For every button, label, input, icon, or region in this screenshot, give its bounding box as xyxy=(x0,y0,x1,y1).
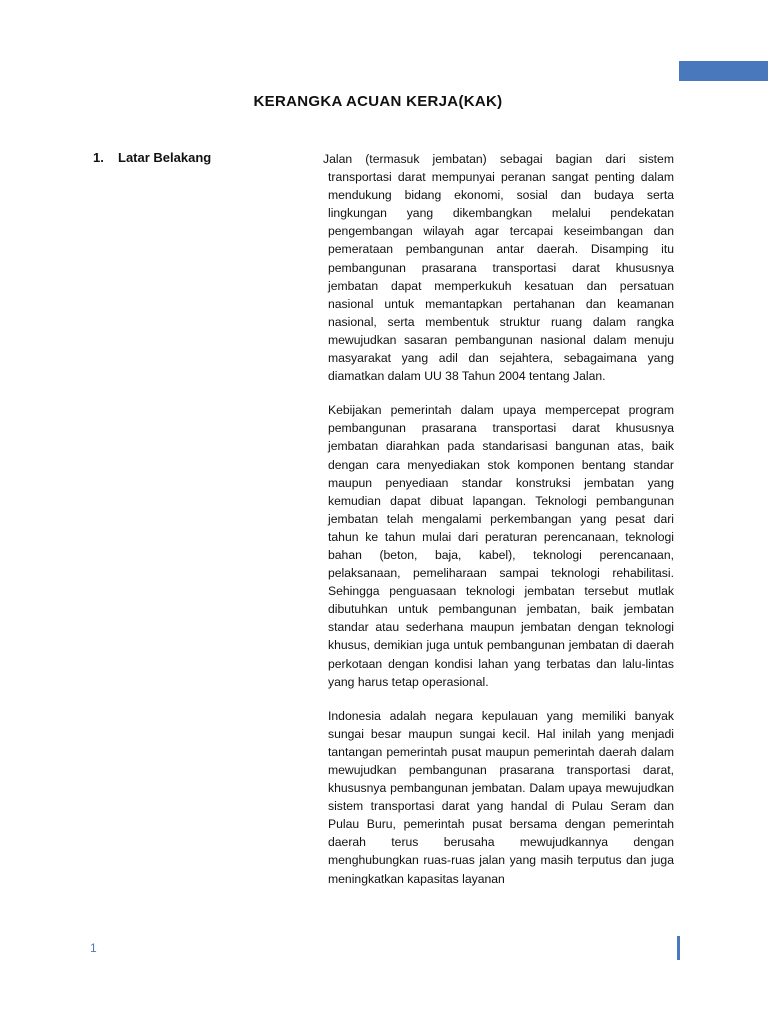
paragraph-3: Indonesia adalah negara kepulauan yang memiliki banyak sungai besar maupun sungai kecil. Hal inilah yang menjadi tantangan pemerintah pusat maupun pemerintah daerah dalam mewujudkan pembangunan prasarana transportasi darat, khususnya pembangunan jembatan. Dalam upaya mewujudkan sistem transportasi darat yang handal di Pulau Seram dan Pulau Buru, pemerintah pusat bersama dengan pemerintah daerah terus berusaha mewujudkannya dengan menghubungkan ruas-ruas jalan yang masih terputus dan juga meningkatkan kapasitas layanan xyxy=(328,708,674,886)
section-body xyxy=(323,150,674,904)
section-heading xyxy=(93,149,211,167)
header-accent-bar xyxy=(679,61,768,81)
document-title: KERANGKA ACUAN KERJA(KAK) xyxy=(253,93,503,110)
section-number: 1. xyxy=(93,150,104,165)
page-number: 1 xyxy=(90,941,97,955)
paragraph-2: Kebijakan pemerintah dalam upaya mempercepat program pembangunan prasarana transportasi darat khususnya jembatan diarahkan pada standarisasi bangunan atas, baik dengan cara menyediakan stok komponen bentang standar maupun penyediaan standar konstruksi jembatan yang kemudian dapat dibuat lapangan. Teknologi pembangunan jembatan telah mengalami perkembangan yang pesat dari tahun ke tahun mulai dari peraturan perencanaan, teknologi bahan (beton, baja, kabel), teknologi perencanaan, pelaksanaan, pemeliharaan sampai teknologi rehabilitasi. Sehingga penguasaan teknologi jembatan tersebut mutlak dibutuhkan untuk pembangunan jembatan, baik jembatan standar atau sederhana maupun jembatan dengan teknologi khusus, demikian juga untuk pembangunan jembatan di daerah perkotaan dengan kondisi lahan yang terbatas dan lalu-lintas yang harus tetap operasional. xyxy=(328,403,674,689)
paragraph-1: Jalan (termasuk jembatan) sebagai bagian dari sistem transportasi darat mempunyai peranan sangat penting dalam mendukung bidang ekonomi, sosial dan budaya serta lingkungan yang dikembangkan melalui pendekatan pengembangan wilayah agar tercapai keseimbangan dan pemerataan pembangunan antar daerah. Disamping itu pembangunan prasarana transportasi darat khususnya jembatan dapat memperkukuh kesatuan dan persatuan nasional untuk memantapkan pertahanan dan keamanan nasional, serta membentuk struktur ruang dalam rangka mewujudkan sasaran pembangunan nasional dalam menuju masyarakat yang adil dan sejahtera, sebagaimana yang diamatkan dalam UU 38 Tahun 2004 tentang Jalan. xyxy=(323,152,674,384)
section-title: Latar Belakang xyxy=(118,150,212,165)
footer-accent-rule xyxy=(677,936,680,960)
